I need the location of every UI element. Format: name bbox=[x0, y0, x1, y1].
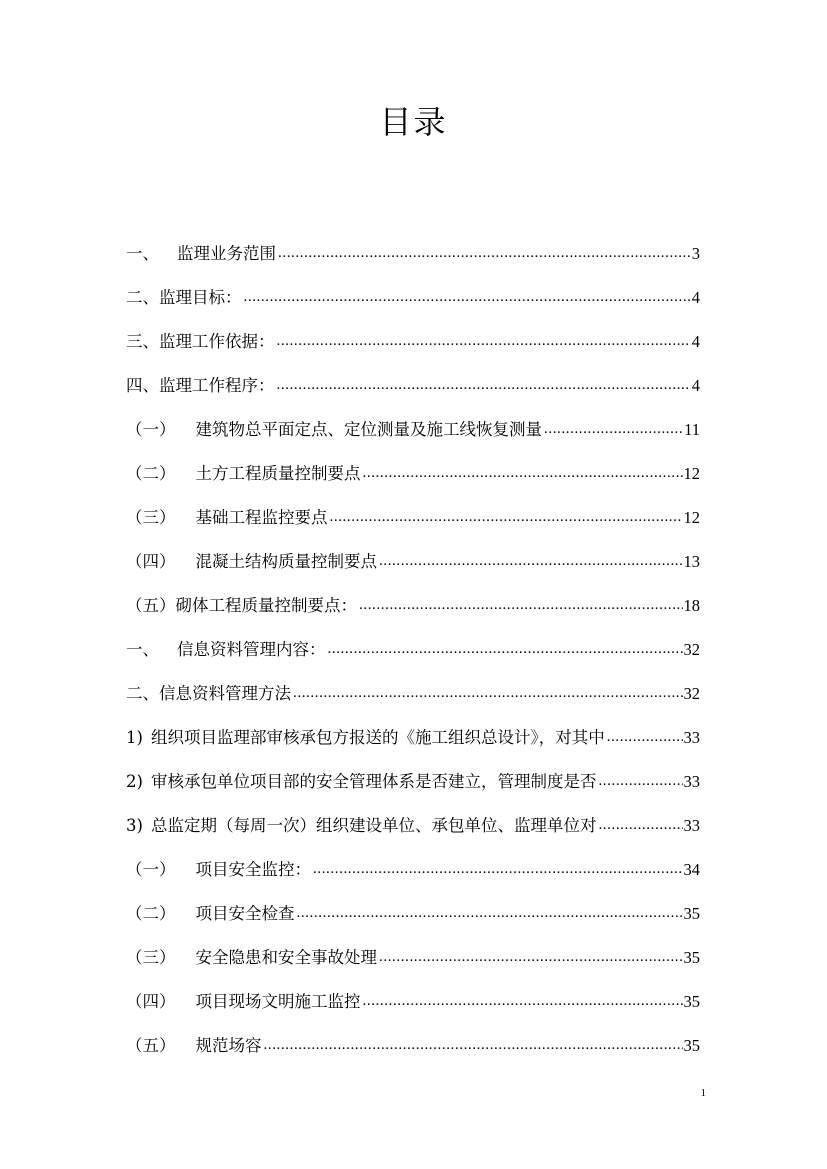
toc-entry-title: 组织项目监理部审核承包方报送的《施工组织总设计》，对其中 bbox=[150, 728, 605, 747]
toc-entry-label: （一） bbox=[126, 860, 176, 879]
toc-entry-text bbox=[126, 1031, 264, 1060]
toc-entry-label: 二、 bbox=[126, 288, 159, 307]
toc-entry-title: 监理工作程序： bbox=[159, 376, 275, 395]
toc-entry-text bbox=[126, 987, 363, 1016]
toc-leader-dots bbox=[244, 283, 691, 312]
toc-entry-title: 项目安全检查 bbox=[195, 904, 295, 923]
toc-entry-label: 3) bbox=[126, 816, 143, 835]
toc-entry-text bbox=[126, 239, 278, 268]
toc-entry-label: （一） bbox=[126, 420, 176, 439]
toc-leader-dots bbox=[363, 987, 683, 1016]
toc-entry[interactable] bbox=[126, 547, 700, 576]
toc-entry-label: （五） bbox=[126, 596, 176, 615]
toc-leader-dots bbox=[598, 767, 682, 796]
toc-entry-label: （三） bbox=[126, 508, 176, 527]
toc-entry-label: 三、 bbox=[126, 332, 159, 351]
toc-entry-text bbox=[126, 811, 598, 840]
toc-entry-label: （二） bbox=[126, 904, 176, 923]
toc-entry[interactable] bbox=[126, 415, 700, 444]
toc-entry-text bbox=[126, 547, 379, 576]
toc-entry-page: 32 bbox=[683, 684, 700, 703]
toc-entry-title: 项目现场文明施工监控 bbox=[195, 992, 361, 1011]
toc-entry-text bbox=[126, 635, 328, 664]
toc-leader-dots bbox=[277, 327, 691, 356]
toc-entry[interactable] bbox=[126, 987, 700, 1016]
toc-entry-text bbox=[126, 327, 277, 356]
toc-entry[interactable] bbox=[126, 767, 700, 796]
toc-entry-text bbox=[126, 767, 598, 796]
toc-entry-page: 33 bbox=[683, 772, 700, 791]
page-title: 目录 bbox=[379, 103, 448, 141]
toc-entry[interactable] bbox=[126, 283, 700, 312]
toc-leader-dots bbox=[297, 899, 683, 928]
toc-entry-page: 12 bbox=[683, 464, 700, 483]
toc-entry-label: （四） bbox=[126, 992, 176, 1011]
toc-entry-label: 二、 bbox=[126, 684, 159, 703]
toc-entry-title: 信息资料管理内容： bbox=[177, 640, 326, 659]
toc-entry-page: 18 bbox=[683, 596, 700, 615]
toc-entry-text bbox=[126, 283, 244, 312]
toc-entry-text bbox=[126, 855, 313, 884]
toc-entry[interactable] bbox=[126, 327, 700, 356]
toc-entry-title: 监理工作依据： bbox=[159, 332, 275, 351]
toc-entry-label: 2) bbox=[126, 772, 143, 791]
toc-leader-dots bbox=[313, 855, 683, 884]
toc-entry-title: 监理业务范围 bbox=[177, 244, 276, 263]
toc-entry[interactable] bbox=[126, 239, 700, 268]
toc-entry[interactable] bbox=[126, 459, 700, 488]
toc-entry[interactable] bbox=[126, 679, 700, 708]
toc-entry-text bbox=[126, 679, 293, 708]
toc-entry-page: 4 bbox=[691, 288, 700, 307]
toc-entry-title: 安全隐患和安全事故处理 bbox=[195, 948, 377, 967]
toc-leader-dots bbox=[330, 503, 683, 532]
toc-leader-dots bbox=[293, 679, 683, 708]
toc-leader-dots bbox=[359, 591, 683, 620]
toc-leader-dots bbox=[607, 723, 683, 752]
toc-entry-text bbox=[126, 459, 363, 488]
toc-entry-title: 审核承包单位项目部的安全管理体系是否建立，管理制度是否 bbox=[150, 772, 597, 791]
toc-leader-dots bbox=[544, 415, 683, 444]
toc-leader-dots bbox=[363, 459, 683, 488]
toc-entry-page: 35 bbox=[683, 1036, 700, 1055]
toc-entry-title: 规范场容 bbox=[195, 1036, 262, 1055]
toc-entry-title: 信息资料管理方法 bbox=[159, 684, 291, 703]
toc-entry[interactable] bbox=[126, 1031, 700, 1060]
toc-leader-dots bbox=[598, 811, 682, 840]
toc-entry-page: 33 bbox=[683, 728, 700, 747]
toc-entry-text bbox=[126, 943, 379, 972]
toc-entry-text bbox=[126, 371, 277, 400]
toc-entry-text bbox=[126, 591, 359, 620]
toc-entry[interactable] bbox=[126, 591, 700, 620]
toc-leader-dots bbox=[278, 239, 691, 268]
toc-leader-dots bbox=[379, 943, 683, 972]
toc-entry-title: 总监定期（每周一次）组织建设单位、承包单位、监理单位对 bbox=[150, 816, 597, 835]
toc-entry-title: 砌体工程质量控制要点： bbox=[175, 596, 357, 615]
toc-entry-page: 32 bbox=[683, 640, 700, 659]
toc-entry-page: 3 bbox=[691, 244, 700, 263]
toc-entry-page: 35 bbox=[683, 948, 700, 967]
toc-entry[interactable] bbox=[126, 723, 700, 752]
table-of-contents bbox=[126, 239, 700, 1075]
toc-entry-label: （三） bbox=[126, 948, 176, 967]
toc-entry-title: 项目安全监控： bbox=[195, 860, 311, 879]
toc-entry-title: 土方工程质量控制要点 bbox=[195, 464, 361, 483]
toc-entry-label: （五） bbox=[126, 1036, 176, 1055]
toc-entry-page: 4 bbox=[691, 376, 700, 395]
toc-entry[interactable] bbox=[126, 635, 700, 664]
toc-entry-label: （四） bbox=[126, 552, 176, 571]
toc-entry[interactable] bbox=[126, 503, 700, 532]
toc-entry-text bbox=[126, 503, 330, 532]
toc-entry-label: （二） bbox=[126, 464, 176, 483]
toc-entry-text bbox=[126, 415, 544, 444]
toc-entry-title: 建筑物总平面定点、定位测量及施工线恢复测量 bbox=[195, 420, 542, 439]
toc-entry-text bbox=[126, 723, 607, 752]
toc-entry-label: 四、 bbox=[126, 376, 159, 395]
toc-entry-label: 一、 bbox=[126, 640, 159, 659]
page-number: 1 bbox=[700, 1087, 706, 1099]
toc-leader-dots bbox=[379, 547, 683, 576]
toc-entry-page: 34 bbox=[683, 860, 700, 879]
toc-entry[interactable] bbox=[126, 899, 700, 928]
toc-entry-page: 4 bbox=[691, 332, 700, 351]
toc-leader-dots bbox=[264, 1031, 683, 1060]
toc-entry-page: 12 bbox=[683, 508, 700, 527]
toc-leader-dots bbox=[277, 371, 691, 400]
toc-entry[interactable] bbox=[126, 811, 700, 840]
toc-entry-page: 33 bbox=[683, 816, 700, 835]
toc-entry-title: 混凝土结构质量控制要点 bbox=[195, 552, 377, 571]
toc-entry[interactable] bbox=[126, 943, 700, 972]
toc-entry-title: 监理目标： bbox=[159, 288, 242, 307]
toc-entry-page: 13 bbox=[683, 552, 700, 571]
toc-entry-page: 11 bbox=[684, 420, 700, 439]
toc-entry-page: 35 bbox=[683, 992, 700, 1011]
toc-leader-dots bbox=[328, 635, 683, 664]
toc-entry-label: 1) bbox=[126, 728, 143, 747]
toc-entry-label: 一、 bbox=[126, 244, 159, 263]
toc-entry-text bbox=[126, 899, 297, 928]
toc-entry[interactable] bbox=[126, 371, 700, 400]
toc-entry[interactable] bbox=[126, 855, 700, 884]
toc-entry-title: 基础工程监控要点 bbox=[195, 508, 328, 527]
toc-entry-page: 35 bbox=[683, 904, 700, 923]
